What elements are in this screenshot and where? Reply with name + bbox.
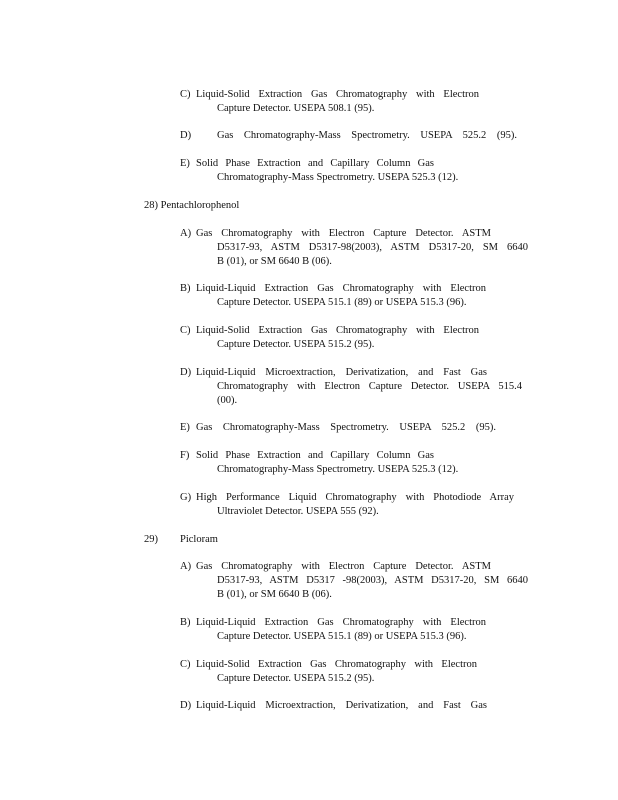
item-letter: A) — [180, 228, 192, 239]
item-text: Ultraviolet Detector. USEPA 555 (92). — [217, 506, 379, 517]
item-letter: C) — [180, 325, 191, 336]
item-letter: C) — [180, 89, 191, 100]
item-text: Liquid-Solid Extraction Gas Chromatography with Electron — [196, 89, 479, 100]
item-text: Gas Chromatography-Mass Spectrometry. USEPA 525.2 (95). — [217, 130, 517, 141]
item-text: Chromatography with Electron Capture Detector. USEPA 515.4 — [217, 381, 522, 392]
item-text: High Performance Liquid Chromatography with Photodiode Array — [196, 492, 514, 503]
item-letter: D) — [180, 700, 192, 711]
item-text: B (01), or SM 6640 B (06). — [217, 256, 332, 267]
item-text: Solid Phase Extraction and Capillary Column Gas — [196, 450, 434, 461]
item-text: D5317-93, ASTM D5317-98(2003), ASTM D5317-20, SM 6640 — [217, 242, 528, 253]
item-letter: G) — [180, 492, 192, 503]
item-letter: F) — [180, 450, 190, 461]
item-text: Liquid-Liquid Extraction Gas Chromatography with Electron — [196, 617, 486, 628]
item-text: Capture Detector. USEPA 515.2 (95). — [217, 673, 375, 684]
item-text: Capture Detector. USEPA 515.2 (95). — [217, 339, 375, 350]
item-letter: C) — [180, 659, 191, 670]
item-text: Liquid-Solid Extraction Gas Chromatography with Electron — [196, 659, 477, 670]
item-text: Capture Detector. USEPA 515.1 (89) or USEPA 515.3 (96). — [217, 631, 467, 642]
item-text: Solid Phase Extraction and Capillary Column Gas — [196, 158, 434, 169]
item-text: Liquid-Liquid Microextraction, Derivatization, and Fast Gas — [196, 367, 487, 378]
item-text: Liquid-Solid Extraction Gas Chromatography with Electron — [196, 325, 479, 336]
item-text: Chromatography-Mass Spectrometry. USEPA 525.3 (12). — [217, 172, 459, 183]
item-letter: B) — [180, 283, 191, 294]
item-letter: B) — [180, 617, 191, 628]
item-text: Chromatography-Mass Spectrometry. USEPA 525.3 (12). — [217, 464, 459, 475]
item-text: Gas Chromatography with Electron Capture Detector. ASTM — [196, 561, 491, 572]
section-heading: 28) Pentachlorophenol — [144, 200, 240, 211]
section-number: 29) — [144, 534, 158, 545]
item-text: Capture Detector. USEPA 515.1 (89) or USEPA 515.3 (96). — [217, 297, 467, 308]
item-text: D5317-93, ASTM D5317 -98(2003), ASTM D5317-20, SM 6640 — [217, 575, 528, 586]
item-letter: E) — [180, 158, 190, 169]
item-text: Liquid-Liquid Microextraction, Derivatization, and Fast Gas — [196, 700, 487, 711]
item-letter: A) — [180, 561, 192, 572]
item-text: Gas Chromatography-Mass Spectrometry. USEPA 525.2 (95). — [196, 422, 496, 433]
item-letter: D) — [180, 367, 192, 378]
item-letter: E) — [180, 422, 190, 433]
item-text: Liquid-Liquid Extraction Gas Chromatography with Electron — [196, 283, 486, 294]
item-text: B (01), or SM 6640 B (06). — [217, 589, 332, 600]
item-text: Capture Detector. USEPA 508.1 (95). — [217, 103, 375, 114]
section-heading: Picloram — [180, 534, 218, 545]
item-text: Gas Chromatography with Electron Capture Detector. ASTM — [196, 228, 491, 239]
item-text: (00). — [217, 395, 238, 406]
item-letter: D) — [180, 130, 192, 141]
